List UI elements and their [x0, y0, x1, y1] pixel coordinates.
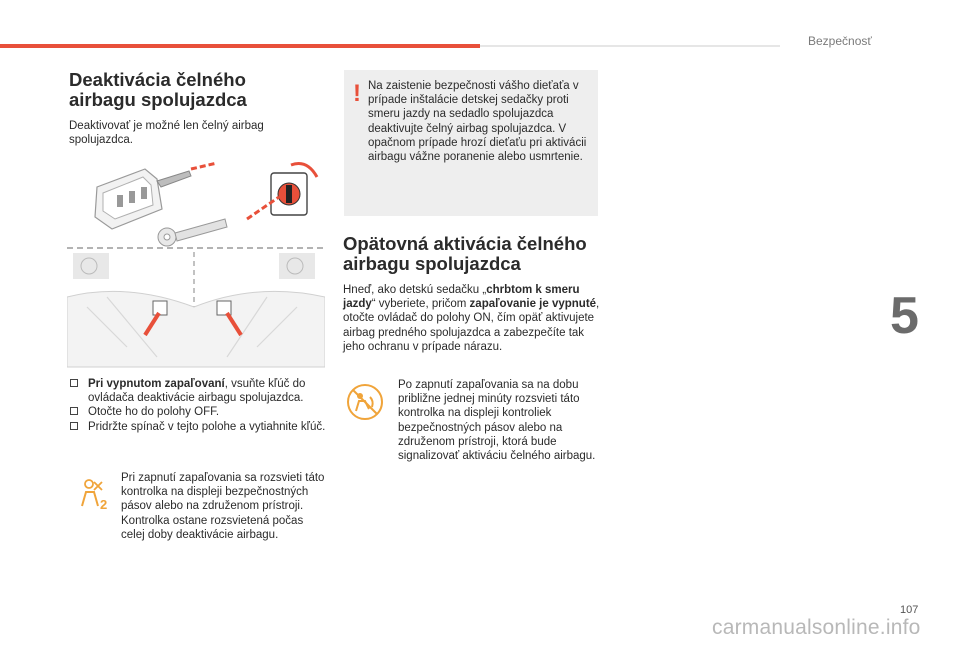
- header-divider: [480, 45, 780, 47]
- list-item: [69, 420, 331, 434]
- reactivation-paragraph: [343, 283, 601, 354]
- airbag-off-warning-icon: [78, 478, 112, 512]
- step-text: , vsuňte kľúč do ovládača deaktivácie airbagu spolujazdca.: [88, 378, 306, 405]
- deactivation-steps: [69, 377, 331, 434]
- step-text: Pridržte spínač v tejto polohe a vytiahnite kľúč.: [88, 420, 326, 433]
- chapter-number: 5: [890, 287, 919, 345]
- step-bold: Pri vypnutom zapaľovaní: [88, 378, 225, 390]
- airbag-on-warning-icon: [346, 383, 384, 421]
- deactivation-heading: [69, 70, 329, 110]
- airbag-switch-illustration: [67, 157, 325, 369]
- text-span: “ vyberiete, pričom: [371, 298, 470, 311]
- page-number: 107: [900, 604, 919, 616]
- reactivation-heading-line2: airbagu spolujazdca: [343, 253, 521, 274]
- text-bold: zapaľovanie je vypnuté: [469, 298, 597, 311]
- deactivation-heading-line2: airbagu spolujazdca: [69, 89, 247, 110]
- svg-text:2: 2: [100, 497, 108, 512]
- key-fob-icon: [95, 169, 191, 229]
- reactivation-heading-line1: Opätovná aktivácia čelného: [343, 233, 587, 254]
- warning-text: Na zaistenie bezpečnosti vášho dieťaťa v prípade inštalácie detskej sedačky proti smeru jazdy na sedadlo spolujazdca deaktivujte čelný airbag spolujazdca. V opačnom prípade hrozí dieťaťu pri aktivácii airbagu vážne poranenie alebo usmrtenie.: [368, 80, 587, 164]
- deactivation-heading-line1: Deaktivácia čelného: [69, 69, 246, 90]
- checkbox-bullet-icon: [70, 379, 78, 387]
- list-item: [69, 377, 331, 405]
- key-icon: [158, 219, 227, 246]
- text-span: , otočte ovládač do polohy ON, čím opäť aktivujete airbag predného spolujazdca a zabezpečíte tak jeho ochranu v prípade nárazu.: [343, 298, 600, 353]
- airbag-deactivation-switch-icon: [271, 173, 307, 215]
- arrow-icon: [191, 163, 217, 169]
- watermark: carmanualsonline.info: [712, 616, 921, 639]
- deactivation-intro: Deaktivovať je možné len čelný airbag spolujazdca.: [69, 120, 264, 147]
- checkbox-bullet-icon: [70, 422, 78, 430]
- reactivation-note: Po zapnutí zapaľovania sa na dobu približne jednej minúty rozsvieti táto kontrolka na displeji kontroliek bezpečnostných pásov alebo na združenom prístroji, ktorá bude signalizovať aktiváciu čelného airbagu.: [398, 379, 596, 463]
- checkbox-bullet-icon: [70, 407, 78, 415]
- list-item: [69, 405, 331, 419]
- text-span: Hneď, ako detskú sedačku „: [343, 284, 487, 296]
- deactivation-note: Pri zapnutí zapaľovania sa rozsvieti táto kontrolka na displeji bezpečnostných pásov alebo na združenom prístroji. Kontrolka ostane rozsvietená počas celej doby deaktivácie airbagu.: [121, 472, 325, 541]
- reactivation-heading: [343, 234, 603, 274]
- text-bold: chrbtom k smeru jazdy: [343, 284, 580, 311]
- warning-box: [344, 70, 598, 216]
- header-accent-bar: [0, 44, 480, 48]
- warning-exclamation-icon: !: [353, 80, 361, 107]
- section-title: Bezpečnosť: [808, 34, 872, 48]
- step-text: Otočte ho do polohy OFF.: [88, 406, 220, 419]
